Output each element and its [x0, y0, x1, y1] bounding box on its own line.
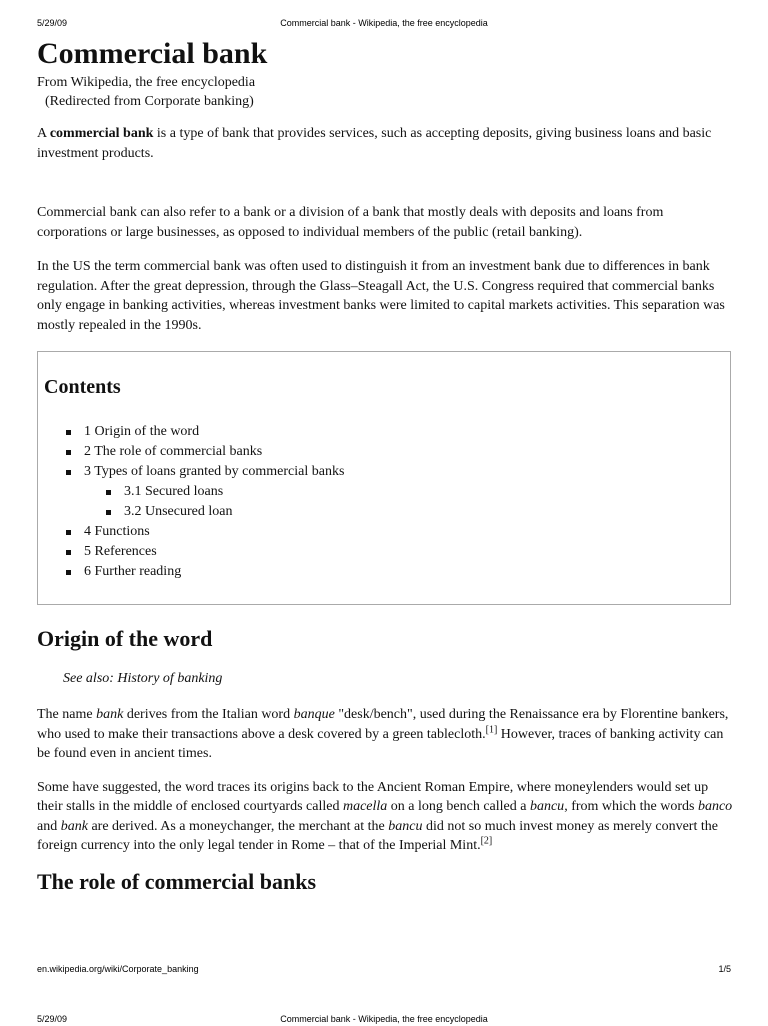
bold-term: commercial bank: [49, 126, 154, 141]
article-content: [37, 36, 733, 896]
italic-term: bancu: [529, 799, 565, 814]
bullet-icon: [106, 510, 111, 515]
print-title: Commercial bank - Wikipedia, the free encyclopedia: [280, 18, 488, 28]
toc-title: Contents: [44, 376, 121, 398]
toc-item-label[interactable]: 3.2 Unsecured loan: [124, 504, 233, 519]
print-header-next-page: [37, 1014, 731, 1026]
text: are derived. As a moneychanger, the merchant at the: [87, 818, 389, 834]
site-sub: From Wikipedia, the free encyclopedia: [37, 75, 256, 90]
toc-item[interactable]: [62, 542, 344, 562]
reference-link[interactable]: [1]: [485, 723, 498, 735]
toc-subitem[interactable]: [62, 482, 344, 502]
print-date: 5/29/09: [37, 1014, 68, 1024]
text: Some have suggested, the word traces its origins back to the Ancient Roman Empire, where moneylenders would set up their stalls in the middle of enclosed courtyards called: [37, 779, 709, 814]
print-date: 5/29/09: [37, 18, 68, 28]
text: However, traces of banking activity can be found even in ancient times.: [37, 726, 724, 761]
bullet-icon: [66, 430, 71, 435]
page-title: Commercial bank: [37, 37, 268, 70]
print-footer: [37, 964, 731, 976]
text: "desk/bench", used during the Renaissance era by Florentine bankers, who used to make their transactions above a desk covered by a green tablecloth.: [37, 707, 729, 742]
intro-paragraph-2: Commercial bank can also refer to a bank or a division of a bank that mostly deals with deposits and loans from corporations or large businesses, as opposed to individual members of the public (retail banking).: [37, 205, 664, 240]
bullet-icon: [66, 450, 71, 455]
redirect-note[interactable]: (Redirected from Corporate banking): [45, 94, 254, 109]
toc-item[interactable]: [62, 442, 344, 462]
bullet-icon: [66, 470, 71, 475]
toc-item-label[interactable]: 5 References: [84, 544, 157, 559]
bullet-icon: [106, 490, 111, 495]
italic-term: bank: [60, 818, 88, 834]
page-number: 1/5: [718, 964, 731, 974]
see-also-link[interactable]: See also: History of banking: [63, 671, 223, 686]
table-of-contents: [37, 351, 731, 605]
origin-paragraph-2: [37, 778, 733, 856]
toc-item[interactable]: [62, 562, 344, 582]
bullet-icon: [66, 550, 71, 555]
toc-item-label[interactable]: 4 Functions: [84, 524, 150, 539]
italic-term: bancu: [388, 818, 423, 834]
reference-link[interactable]: [2]: [480, 835, 493, 847]
toc-subitem[interactable]: [62, 502, 344, 522]
origin-paragraph-1: [37, 705, 733, 764]
print-url: en.wikipedia.org/wiki/Corporate_banking: [37, 964, 199, 974]
italic-term: macella: [342, 799, 388, 814]
section-heading-role: The role of commercial banks: [37, 868, 317, 894]
text: A: [37, 126, 50, 141]
intro-paragraph-1: [37, 124, 733, 163]
text: on a long bench called a: [387, 799, 530, 814]
section-heading-origin: Origin of the word: [37, 626, 213, 651]
toc-item[interactable]: [62, 522, 344, 542]
text: and: [37, 818, 61, 834]
bullet-icon: [66, 570, 71, 575]
print-header: [37, 18, 731, 30]
toc-item[interactable]: [62, 422, 344, 442]
italic-term: bank: [96, 707, 124, 722]
italic-term: banco: [697, 799, 733, 814]
toc-item-label[interactable]: 6 Further reading: [84, 564, 182, 579]
bullet-icon: [66, 530, 71, 535]
toc-item-label[interactable]: 2 The role of commercial banks: [84, 444, 263, 459]
text: derives from the Italian word: [123, 707, 294, 722]
toc-item-label[interactable]: 3.1 Secured loans: [124, 484, 224, 499]
toc-item-label[interactable]: 1 Origin of the word: [84, 424, 200, 439]
italic-term: banque: [293, 707, 335, 722]
intro-paragraph-3: In the US the term commercial bank was often used to distinguish it from an investment bank due to differences in bank regulation. After the great depression, through the Glass–Steagall Act, the U.S. Congress required that commercial banks only engage in banking activities, whereas investment banks were limited to capital markets activities. This separation was mostly repealed in the 1990s.: [37, 259, 725, 333]
print-title: Commercial bank - Wikipedia, the free encyclopedia: [280, 1014, 488, 1024]
toc-list: [62, 422, 344, 582]
text: did not so much invest money as merely convert the foreign currency into the only legal tender in Rome – that of the Imperial Mint.: [37, 818, 718, 853]
text: is a type of bank that provides services, such as accepting deposits, giving business loans and basic investment products.: [37, 126, 712, 161]
toc-item-label[interactable]: 3 Types of loans granted by commercial banks: [84, 464, 345, 479]
text: The name: [37, 707, 97, 722]
toc-item[interactable]: [62, 462, 344, 482]
text: , from which the words: [564, 799, 698, 814]
